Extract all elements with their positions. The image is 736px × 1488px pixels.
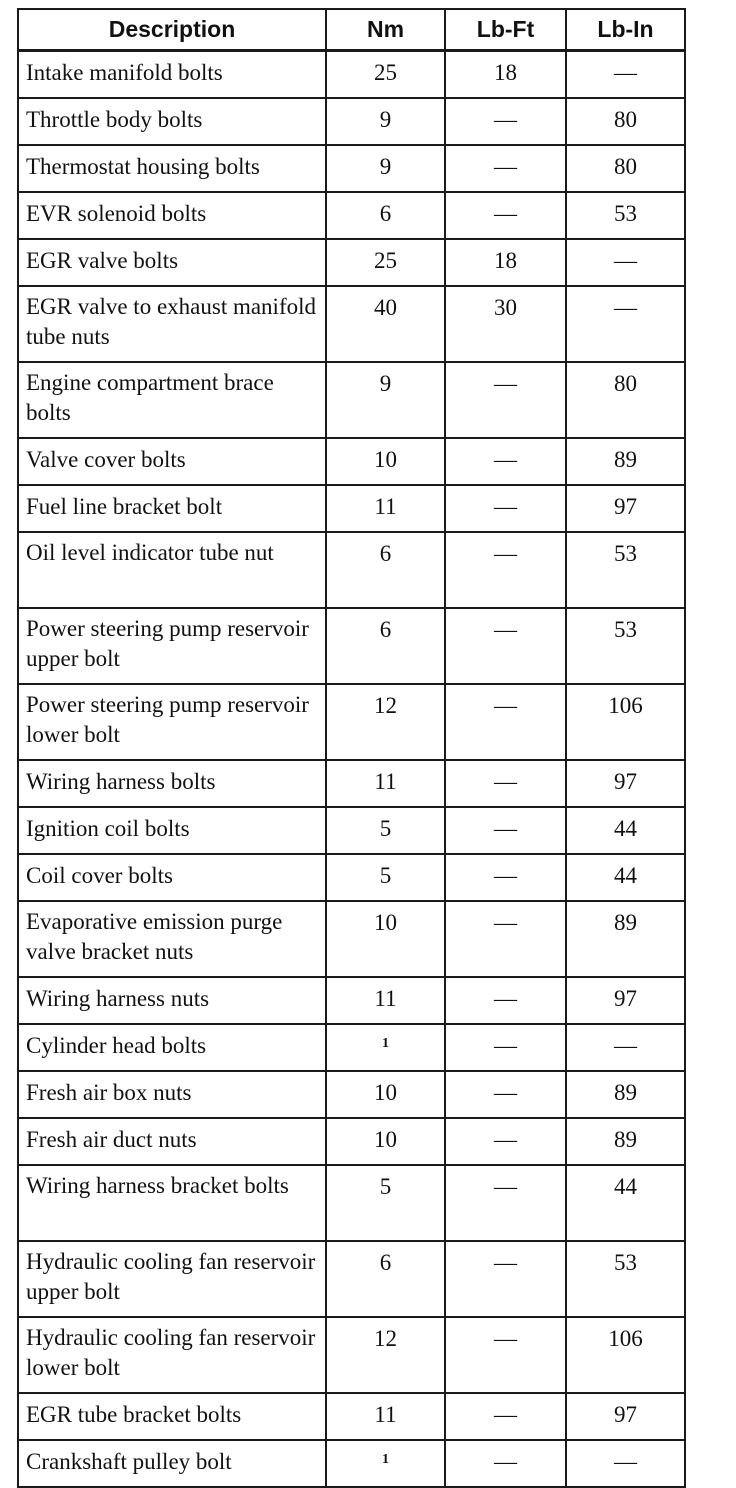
cell-lbft: —	[445, 901, 566, 977]
cell-description: Ignition coil bolts	[18, 807, 326, 854]
cell-description: EGR valve to exhaust manifold tube nuts	[18, 286, 326, 362]
table-row	[18, 901, 685, 977]
cell-lbin: 97	[566, 760, 685, 807]
cell-lbft: —	[445, 192, 566, 239]
cell-nm: 11	[326, 485, 445, 532]
table-row	[18, 608, 685, 684]
cell-description: Oil level indicator tube nut	[18, 532, 326, 608]
table-row	[18, 1024, 685, 1071]
table-row	[18, 51, 685, 99]
table-row	[18, 1393, 685, 1440]
cell-lbin: 53	[566, 192, 685, 239]
cell-lbft: —	[445, 1440, 566, 1487]
cell-nm-footnote	[326, 1024, 445, 1071]
cell-lbin: —	[566, 239, 685, 286]
table-row	[18, 362, 685, 438]
cell-description: Hydraulic cooling fan reservoir upper bolt	[18, 1241, 326, 1317]
cell-description: Wiring harness bracket bolts	[18, 1165, 326, 1241]
cell-lbft: —	[445, 1165, 566, 1241]
table-row	[18, 98, 685, 145]
cell-lbft: —	[445, 485, 566, 532]
torque-spec-table	[17, 8, 686, 1488]
cell-nm: 5	[326, 854, 445, 901]
cell-nm: 6	[326, 532, 445, 608]
cell-lbft: 30	[445, 286, 566, 362]
table-row	[18, 977, 685, 1024]
cell-description: Throttle body bolts	[18, 98, 326, 145]
cell-lbin: 106	[566, 684, 685, 760]
cell-nm: 11	[326, 977, 445, 1024]
cell-lbin: 97	[566, 977, 685, 1024]
cell-lbft: —	[445, 1317, 566, 1393]
cell-nm: 25	[326, 239, 445, 286]
cell-description: Evaporative emission purge valve bracket nuts	[18, 901, 326, 977]
cell-description: Fresh air duct nuts	[18, 1118, 326, 1165]
cell-lbft: —	[445, 977, 566, 1024]
cell-lbin: 53	[566, 532, 685, 608]
cell-lbin: 80	[566, 362, 685, 438]
table-row	[18, 684, 685, 760]
cell-description: Coil cover bolts	[18, 854, 326, 901]
table-row	[18, 438, 685, 485]
cell-description: Cylinder head bolts	[18, 1024, 326, 1071]
table-row	[18, 1440, 685, 1487]
cell-lbin: 89	[566, 1071, 685, 1118]
cell-description: Fresh air box nuts	[18, 1071, 326, 1118]
cell-lbin: 89	[566, 438, 685, 485]
table-row	[18, 145, 685, 192]
cell-lbft: —	[445, 1241, 566, 1317]
cell-nm: 9	[326, 145, 445, 192]
cell-nm: 10	[326, 901, 445, 977]
cell-nm: 9	[326, 362, 445, 438]
cell-description: EVR solenoid bolts	[18, 192, 326, 239]
header-lbin: Lb-In	[566, 9, 685, 51]
cell-lbin: 44	[566, 807, 685, 854]
cell-lbft: —	[445, 98, 566, 145]
cell-nm: 10	[326, 1071, 445, 1118]
cell-description: Fuel line bracket bolt	[18, 485, 326, 532]
table-row	[18, 1317, 685, 1393]
cell-lbin: —	[566, 286, 685, 362]
footnote-marker: 1	[382, 1036, 389, 1051]
cell-lbin: 97	[566, 485, 685, 532]
table-row	[18, 239, 685, 286]
cell-lbin: —	[566, 1024, 685, 1071]
cell-lbft: —	[445, 684, 566, 760]
cell-description: Intake manifold bolts	[18, 51, 326, 99]
cell-description: Valve cover bolts	[18, 438, 326, 485]
cell-lbin: 80	[566, 98, 685, 145]
cell-lbin: 89	[566, 901, 685, 977]
header-row	[18, 9, 685, 51]
cell-nm: 6	[326, 1241, 445, 1317]
cell-nm: 6	[326, 192, 445, 239]
cell-lbin: 97	[566, 1393, 685, 1440]
table-row	[18, 760, 685, 807]
cell-nm: 10	[326, 1118, 445, 1165]
cell-nm: 6	[326, 608, 445, 684]
cell-nm: 12	[326, 1317, 445, 1393]
cell-lbin: 80	[566, 145, 685, 192]
cell-nm: 25	[326, 51, 445, 99]
table-row	[18, 1241, 685, 1317]
table-row	[18, 1071, 685, 1118]
table-row	[18, 1165, 685, 1241]
cell-description: Power steering pump reservoir upper bolt	[18, 608, 326, 684]
header-nm: Nm	[326, 9, 445, 51]
cell-description: Crankshaft pulley bolt	[18, 1440, 326, 1487]
table-row	[18, 807, 685, 854]
cell-description: EGR tube bracket bolts	[18, 1393, 326, 1440]
cell-lbft: 18	[445, 239, 566, 286]
cell-lbft: —	[445, 362, 566, 438]
cell-lbin: —	[566, 1440, 685, 1487]
cell-nm: 40	[326, 286, 445, 362]
cell-lbin: 53	[566, 1241, 685, 1317]
cell-description: Power steering pump reservoir lower bolt	[18, 684, 326, 760]
cell-lbft: —	[445, 1393, 566, 1440]
cell-lbin: —	[566, 51, 685, 99]
cell-nm: 5	[326, 1165, 445, 1241]
cell-lbft: —	[445, 532, 566, 608]
cell-nm: 10	[326, 438, 445, 485]
cell-description: Engine compartment brace bolts	[18, 362, 326, 438]
cell-lbin: 89	[566, 1118, 685, 1165]
header-description: Description	[18, 9, 326, 51]
cell-lbft: —	[445, 1118, 566, 1165]
cell-lbft: —	[445, 608, 566, 684]
cell-lbin: 44	[566, 1165, 685, 1241]
cell-lbft: —	[445, 807, 566, 854]
cell-nm: 12	[326, 684, 445, 760]
cell-lbin: 44	[566, 854, 685, 901]
table-row	[18, 1118, 685, 1165]
cell-nm: 9	[326, 98, 445, 145]
table-row	[18, 286, 685, 362]
table-row	[18, 854, 685, 901]
footnote-marker: 1	[382, 1452, 389, 1467]
cell-nm: 11	[326, 1393, 445, 1440]
header-lbft: Lb-Ft	[445, 9, 566, 51]
cell-description: Wiring harness bolts	[18, 760, 326, 807]
cell-lbin: 53	[566, 608, 685, 684]
cell-lbft: —	[445, 854, 566, 901]
table-row	[18, 192, 685, 239]
table-row	[18, 485, 685, 532]
cell-lbft: 18	[445, 51, 566, 99]
cell-lbft: —	[445, 1024, 566, 1071]
cell-nm: 5	[326, 807, 445, 854]
cell-description: Thermostat housing bolts	[18, 145, 326, 192]
cell-lbft: —	[445, 760, 566, 807]
cell-nm-footnote	[326, 1440, 445, 1487]
cell-lbft: —	[445, 1071, 566, 1118]
cell-description: Wiring harness nuts	[18, 977, 326, 1024]
cell-description: Hydraulic cooling fan reservoir lower bolt	[18, 1317, 326, 1393]
cell-lbin: 106	[566, 1317, 685, 1393]
cell-lbft: —	[445, 438, 566, 485]
cell-lbft: —	[445, 145, 566, 192]
cell-description: EGR valve bolts	[18, 239, 326, 286]
cell-nm: 11	[326, 760, 445, 807]
table-row	[18, 532, 685, 608]
